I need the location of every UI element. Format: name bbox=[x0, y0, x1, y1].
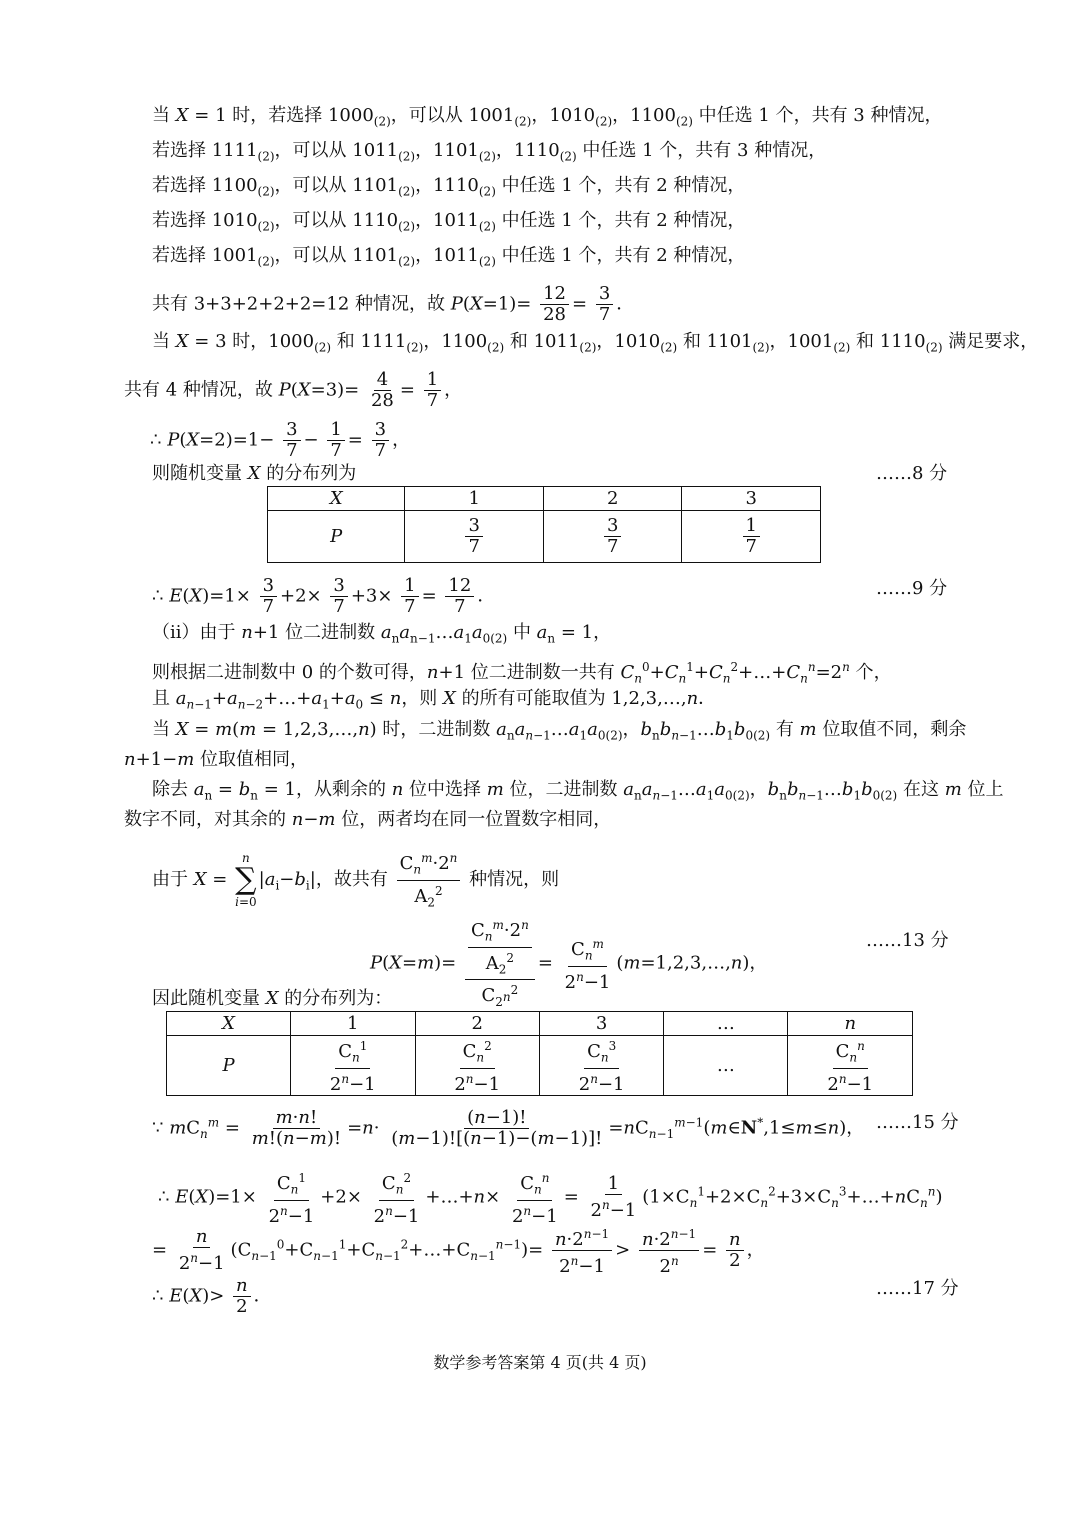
table1-header-x: X bbox=[268, 487, 405, 511]
line-expectation-1: ∴ E(X)=1× $\frac{3}{7}$ +2× $\frac{3}{7}$ +3× $\frac{1}{7}$ = $\frac{12}{7}$ ． bbox=[152, 575, 496, 617]
line-x3-pairs: 当 X = 3 时，$1000_{(2)}$ 和 $1111_{(2)}$，$1100_{(2)}$ 和 $1011_{(2)}$，$1010_{(2)}$ 和 $1101_{(2)}$，$1001_{(2)}$ 和 $1110_{(2)}$ 满足要求， bbox=[152, 331, 1039, 355]
table2-cell-1: $\frac{C_n^1}{2^n-1}$ bbox=[291, 1036, 415, 1096]
page-footer: 数学参考答案第 4 页(共 4 页) bbox=[433, 1353, 647, 1372]
line-expectation-general: ∴ E(X)=1× $\frac{C_n^1}{2^n-1}$ +2× $\frac{C_n^2}{2^n-1}$ +…+n× $\frac{C_n^n}{2^n-1}$ = $\frac{1}{2^n-1}$ $(1\times C_n^1+2\times C_n^2+3\times C_n^3+\dots+nC_n^n)$ bbox=[158, 1168, 943, 1227]
table2-cell-n: $\frac{C_n^n}{2^n-1}$ bbox=[788, 1036, 913, 1096]
line-choose-1100: 若选择 $1100_{(2)}$，可以从 $1101_{(2)}$，$1110_{(2)}$ 中任选 1 个，共有 2 种情况， bbox=[152, 175, 746, 199]
line-p-x1: 共有 3+3+2+2+2=12 种情况，故 P(X=1)= $\frac{12}{28}$ = $\frac{3}{7}$ ． bbox=[152, 283, 635, 325]
table2-header-3: 3 bbox=[539, 1012, 663, 1036]
line-choose-1111: 若选择 $1111_{(2)}$，可以从 $1011_{(2)}$，$1101_{(2)}$，$1110_{(2)}$ 中任选 1 个，共有 3 种情况， bbox=[152, 140, 827, 164]
line-p-x2: ∴ P(X=2)=1− $\frac{3}{7}$ − $\frac{1}{7}$ = $\frac{3}{7}$ ， bbox=[150, 419, 411, 461]
line-x-equals-m: 当 X = m(m = 1,2,3,…,n) 时，二进制数 $a_na_{n-1}\dots a_1a_{0(2)}$，$b_nb_{n-1}\dots b_1b_{0(2)}$ 有 m 位取值不同，剩余 bbox=[152, 719, 967, 743]
line-total-count: 则根据二进制数中 0 的个数可得，n+1 位二进制数一共有 $C_n^0+C_n^1+C_n^2+\dots+C_n^n=2^n$ 个， bbox=[152, 660, 892, 686]
line-sum-cases: 由于 X = n ∑ i=0 $|a_i-b_i|$，故共有 $\frac{C_n^m\cdot 2^n}{A_2^2}$ 种情况，则 bbox=[152, 848, 559, 912]
table2-header-2: 2 bbox=[415, 1012, 539, 1036]
line-p-x3: 共有 4 种情况，故 P(X=3)= $\frac{4}{28}$ = $\frac{1}{7}$ ， bbox=[124, 369, 463, 411]
line-combination-identity: ∵ $mC_n^m$ = $\frac{m\cdot n!}{m!(n-m)!}$ =n· $\frac{(n-1)!}{(m-1)![(n-1)-(m-1)]!}$ $=nC_{n-1}^{m-1}(m\in N^*,1\le m\le n)$， bbox=[152, 1107, 865, 1149]
table1-cell-3: $\frac{1}{7}$ bbox=[682, 511, 821, 563]
table2-header-n: n bbox=[788, 1012, 913, 1036]
score-mark-15: ……15 分 bbox=[876, 1112, 959, 1133]
line-dist-intro: 则随机变量 X 的分布列为 bbox=[152, 463, 357, 484]
line-p-x-m: P(X=m)= $\frac{\frac{C_n^m\cdot 2^n}{A_2^2}}{C_{2^n}^2}$ = $\frac{C_n^m}{2^n-1}$ (m=1,2,3,…,n)， bbox=[370, 915, 767, 1012]
table2-row-label: P bbox=[167, 1036, 291, 1096]
line-expectation-simplify: = $\frac{n}{2^n-1}$ $(C_{n-1}^0+C_{n-1}^1+C_{n-1}^2+\dots+C_{n-1}^{n-1})=$ $\frac{n\cdot 2^{n-1}}{2^n-1}$ > $\frac{n\cdot 2^{n-1}}{2^n}$ = $\frac{n}{2}$ ， bbox=[152, 1226, 765, 1277]
table1-row-label: P bbox=[268, 511, 405, 563]
line-choose-1010: 若选择 $1010_{(2)}$，可以从 $1110_{(2)}$，$1011_{(2)}$ 中任选 1 个，共有 2 种情况， bbox=[152, 210, 746, 234]
table1-cell-1: $\frac{3}{7}$ bbox=[405, 511, 544, 563]
line-choose-m-bits: 除去 $a_n = b_n = 1$，从剩余的 n 位中选择 m 位，二进制数 $a_na_{n-1}\dots a_1a_{0(2)}$，$b_nb_{n-1}\dots b_1b_{0(2)}$ 在这 m 位上 bbox=[152, 779, 1004, 803]
table2-cell-3: $\frac{C_n^3}{2^n-1}$ bbox=[539, 1036, 663, 1096]
line-x1-choose-1000: 当 X = 1 时，若选择 $1000_{(2)}$，可以从 $1001_{(2)}$，$1010_{(2)}$，$1100_{(2)}$ 中任选 1 个，共有 3 种情况， bbox=[152, 105, 943, 129]
table1-cell-2: $\frac{3}{7}$ bbox=[543, 511, 682, 563]
score-mark-17: ……17 分 bbox=[876, 1278, 959, 1299]
table1-header-1: 1 bbox=[405, 487, 544, 511]
score-mark-8: ……8 分 bbox=[876, 463, 948, 484]
line-dist-intro-2: 因此随机变量 X 的分布列为： bbox=[152, 988, 393, 1009]
line-choose-1001: 若选择 $1001_{(2)}$，可以从 $1101_{(2)}$，$1011_{(2)}$ 中任选 1 个，共有 2 种情况， bbox=[152, 245, 746, 269]
distribution-table-1 bbox=[267, 486, 821, 563]
score-mark-13: ……13 分 bbox=[866, 930, 949, 951]
distribution-table-2 bbox=[166, 1011, 913, 1096]
table1-header-2: 2 bbox=[543, 487, 682, 511]
line-part-ii: （ⅱ）由于 n+1 位二进制数 $a_na_{n-1}\dots a_1a_{0(2)}$ 中 $a_n = 1$， bbox=[152, 622, 612, 646]
table2-header-x: X bbox=[167, 1012, 291, 1036]
table2-cell-2: $\frac{C_n^2}{2^n-1}$ bbox=[415, 1036, 539, 1096]
line-conclusion: ∴ E(X)> $\frac{n}{2}$ ． bbox=[152, 1275, 272, 1317]
score-mark-9: ……9 分 bbox=[876, 578, 948, 599]
table2-header-1: 1 bbox=[291, 1012, 415, 1036]
table1-header-3: 3 bbox=[682, 487, 821, 511]
table2-cell-ellipsis: … bbox=[664, 1036, 788, 1096]
line-digits-differ: 数字不同，对其余的 n−m 位，两者均在同一位置数字相同， bbox=[124, 809, 612, 830]
line-possible-values: 且 $a_{n-1}+a_{n-2}+\dots+a_1+a_0 \le n$，则 X 的所有可能取值为 1,2,3,…,n． bbox=[152, 688, 717, 712]
line-remaining-same: n+1−m 位取值相同， bbox=[124, 749, 309, 770]
table2-header-ellipsis: … bbox=[664, 1012, 788, 1036]
